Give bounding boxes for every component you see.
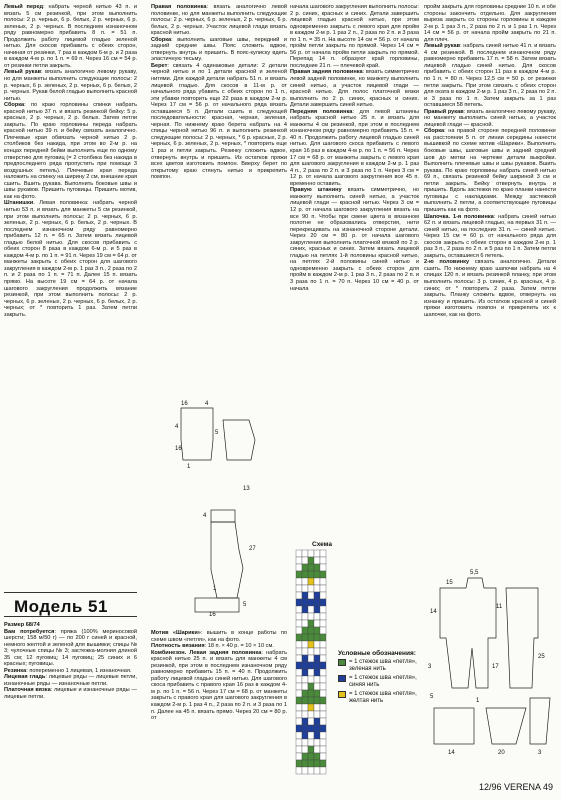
scheme-cell	[302, 627, 308, 634]
paragraph	[424, 128, 556, 213]
scheme-cell	[320, 606, 326, 613]
dim-label: 5	[215, 430, 219, 436]
paragraph-body: связать аналогично. Детали сшить. По нижнему краю шапочки набрать на 4 спицах 120 п. и вязать резинкой планку, при этом выполнить полосы: 3 р. синих, 4 р. красных, 4 р. синих; от * повторить 2 раза. Затем петли закрыть. Планку сложить вдвое, отвернуть на изнанку и пришить. Из остатков красной и синей пряжи изготовить помпон и прикрепить их к шапочке, как на фото.	[424, 259, 556, 318]
scheme-cell	[308, 760, 314, 767]
dim-label: 16	[209, 612, 216, 618]
scheme-cell	[314, 648, 320, 655]
scheme-cell	[296, 655, 302, 662]
scheme-cell	[320, 648, 326, 655]
scheme-cell	[296, 648, 302, 655]
scheme-cell	[320, 767, 326, 774]
paragraph-body: : 18 п. × 40 р. = 10 × 10 см.	[204, 643, 274, 650]
paragraph-body: : вязать аналогично левой половинке, но для манжеты выполнить следующие полосы: 2 р. черных, 6 р. зеленых, 2 р. черных, 6 р. белых, 2 р. черных. Участок лицевой глади вязать красной нитью.	[151, 4, 287, 37]
page-footer: 12/96 VERENA 49	[478, 782, 553, 792]
scheme-cell	[296, 683, 302, 690]
paragraph-heading: Вам потребуется	[4, 628, 55, 635]
paragraph-heading: Передняя половинка	[290, 108, 353, 115]
model-51-text	[4, 622, 137, 790]
paragraph-body: : лицевые и изнаночные ряды — лицевые петли.	[4, 687, 137, 701]
scheme-cell	[296, 669, 302, 676]
scheme-cell	[296, 641, 302, 648]
paragraph-body: : вышить в конце работы по схеме швом «петля», как на фото.	[151, 630, 287, 643]
scheme-cell	[296, 690, 302, 697]
scheme-cell	[296, 627, 302, 634]
paragraph-body: . Левая половинка: набрать черной нитью 53 п. и вязать для манжеты 5 см резинкой, при этом выполнить полосы: 2 р. черных, 6 р. зеленых, 2 р. черных, 6 р. белых, 2 р. черных. В последнем изнаночном ряду равномерно прибавить 12 п. = 65 п. Затем вязать лицевой гладью белой нитью. Для скосов прибавить с обеих сторон 8 раза в каждом 6-м р. и 5 раз в каждом 4-м р. по 1 п. = 91 п. Через 19 см = 64 р. от манжеты закрыть с обеих сторон для шагового закругления в каждом 2-м р. 1 раз 3 п., 2 раза по 2 п. и 2 раза по 1 п. = 71 п. Далее 15 п. вязать прямо. На высоте 19 см = 64 р. от начала шагового закругления продолжить вязание резинкой, при этом выполнить полосы: 2 р. черных, 6 р. зеленых, 2 р. черных, 6 р. белых, 2 р. черных; от * повторить 1 раз. Затем петли закрыть.	[4, 200, 137, 318]
dim-label: 16	[175, 446, 182, 452]
paragraph-body: : выполнить шаговые швы, передний и задний средние швы. Пояс сложить вдвое, отвернуть внутрь и пришить. В пояс-кулиску вдеть эластичную тесьму.	[151, 36, 287, 63]
pattern-diagram-top	[151, 400, 287, 620]
scheme-cell	[296, 725, 302, 732]
scheme-cell	[320, 711, 326, 718]
scheme-cell	[308, 718, 314, 725]
paragraph-body: : вязать аналогично левому рукаву, но для манжеты выполнить следующие полосы: 2 р. черных, 6 р. зеленых, 2 р. черных, 6 р. белых, 2 р. черных. Рукав белой гладью выполнить красной нитью.	[4, 69, 137, 102]
paragraph-body: вязать симметрично, но манжету выполнить синей нитью, а участок лицевой глади — красной нитью. Через 3 см = 12 р. от начала шагового закругления вязать на все 90 п. Чтобы при смене цвета в вязанном полотне не образовались отверстия, нити перекрещивать на изнаночной стороне детали. Через 20 см = 80 р. от начала шагового закругления выполнить платочной вязкой по 2 р. синих, красных и синих. Затем вязать лицевой гладью на петлях 1-й половины красной нитью, на петлях 2-й половины синей нитью и одновременно закрыть с обеих сторон для пройм в каждом 2-м р. 1 раз 3 п., 2 раза по 2 п. и 3 раза по 1 п. = 70 п. Через 10 см = 40 р. от начала	[290, 187, 419, 292]
scheme-cell	[302, 564, 308, 571]
paragraph	[4, 200, 137, 318]
text-column-2-bottom	[151, 630, 287, 790]
scheme-cell	[308, 690, 314, 697]
dim-label: 25	[538, 654, 545, 660]
scheme-cell	[320, 704, 326, 711]
scheme-cell	[314, 620, 320, 627]
scheme-cell	[308, 746, 314, 753]
embroidery-scheme-grid	[296, 550, 330, 780]
paragraph	[4, 69, 137, 102]
scheme-cell	[320, 690, 326, 697]
scheme-cell	[320, 564, 326, 571]
scheme-cell	[314, 739, 320, 746]
dim-label: 4	[203, 513, 207, 519]
scheme-cell	[302, 760, 308, 767]
scheme-cell	[308, 676, 314, 683]
text-column-2	[151, 4, 287, 398]
dim-label: 4	[175, 424, 179, 430]
scheme-cell	[296, 557, 302, 564]
scheme-cell	[320, 599, 326, 606]
scheme-cell	[314, 767, 320, 774]
scheme-cell	[320, 683, 326, 690]
scheme-cell	[296, 746, 302, 753]
scheme-cell	[314, 585, 320, 592]
paragraph	[151, 630, 287, 643]
scheme-cell	[308, 725, 314, 732]
scheme-cell	[296, 760, 302, 767]
paragraph-heading: Сборка	[151, 36, 172, 43]
paragraph-heading: Платочная вязка	[4, 687, 51, 694]
dim-label: 11	[496, 604, 503, 610]
legend-row-yellow	[338, 691, 428, 705]
dim-label: 13	[243, 486, 250, 492]
scheme-cell	[314, 746, 320, 753]
scheme-cell	[296, 718, 302, 725]
scheme-cell	[302, 753, 308, 760]
scheme-cell	[308, 655, 314, 662]
dim-label: 20	[498, 750, 505, 756]
scheme-cell	[314, 599, 320, 606]
paragraph-body: пройм закрыть для горловины средние 10 п. и обе стороны закончить отдельно. Для закругления выреза закрыть со стороны горловины в каждом 2-м р. 1 раз 3 п., 2 раза по 2 п. и 1 раз 1 п. Через 14 см = 56 р. от начала пройм закрыть по 21 п. для плеч.	[424, 4, 556, 43]
scheme-cell	[314, 578, 320, 585]
scheme-cell	[302, 592, 308, 599]
scheme-cell	[308, 662, 314, 669]
paragraph	[424, 43, 556, 108]
paragraph-body: : пряжа (100% мериносовой шерсти; 158 м/50 г) — по 200 г синей и красной, немного желтой и зеленой для вышивки; спицы № 3; чулочные спицы № 3; застежка-молния длиной 35 см; 12 пуговиц; 14 пуговиц; 25 синих и 6 красных; пуговицы.	[4, 628, 137, 668]
scheme-cell	[296, 739, 302, 746]
scheme-cell	[296, 564, 302, 571]
scheme-cell	[320, 620, 326, 627]
scheme-cell	[302, 613, 308, 620]
text-column-1	[4, 4, 137, 584]
paragraph-body: : набрать синей нитью 62 п. и вязать лицевой гладью, на первых 31 п. — синей нитью, на последних 31 п. — синей нитью. Через 15 см = 60 р. от начального ряда для скосов закрыть с обеих сторон в каждом 2-м р. 1 раз 3 п., 2 раза по 2 п. и 5 раз по 1 п. Затем петли закрыть, оставшиеся 6 петель.	[424, 213, 556, 259]
paragraph	[290, 187, 419, 292]
scheme-legend	[338, 650, 428, 705]
scheme-cell	[314, 613, 320, 620]
scheme-cell	[308, 634, 314, 641]
scheme-cell	[320, 718, 326, 725]
paragraph	[4, 4, 137, 69]
scheme-cell	[314, 732, 320, 739]
scheme-cell	[308, 599, 314, 606]
scheme-cell	[308, 753, 314, 760]
scheme-cell	[296, 732, 302, 739]
scheme-cell	[302, 725, 308, 732]
paragraph-heading: Мотив «Шарики»	[151, 630, 201, 636]
paragraph-body: : набрать черной нитью 43 п. и вязать 5 см резинкой, при этом выполнить полосы: 2 р. черных, 6 р. белых, 2 р. черных, 6 р. зеленых, 2 р. черных. В последнем изнаночном ряду равномерно прибавить 8 п. = 51 п. Продолжить работу лицевой гладью зеленой нитью. Для скосов прибавить с обеих сторон, начиная от резинки, 7 раз в каждом 6-м р. и 2 раза в каждом 4-м р. по 1 п. = 69 п. Через 16 см = 54 р. от резинки петли закрыть.	[4, 4, 137, 69]
scheme-cell	[314, 704, 320, 711]
legend-row-green	[338, 659, 428, 673]
scheme-cell	[308, 641, 314, 648]
scheme-cell	[296, 585, 302, 592]
scheme-cell	[296, 620, 302, 627]
scheme-cell	[320, 753, 326, 760]
paragraph	[290, 109, 419, 188]
scheme-cell	[320, 585, 326, 592]
paragraph-heading: Лицевая гладь	[4, 674, 46, 681]
paragraph-heading: Сборка	[4, 102, 25, 109]
scheme-cell	[302, 746, 308, 753]
paragraph-heading: Левый перед	[4, 4, 44, 10]
scheme-cell	[302, 599, 308, 606]
scheme-cell	[302, 550, 308, 557]
scheme-cell	[308, 564, 314, 571]
scheme-cell	[302, 585, 308, 592]
paragraph	[290, 4, 419, 69]
scheme-cell	[308, 585, 314, 592]
paragraph-heading: 2-ю половинку	[424, 259, 470, 266]
dim-label: 14	[430, 609, 437, 615]
scheme-cell	[314, 634, 320, 641]
scheme-cell	[308, 711, 314, 718]
scheme-cell	[302, 634, 308, 641]
scheme-cell	[314, 760, 320, 767]
paragraph-body: : вязать симметрично левой задней половинке, но манжету выполнить синей нитью, а участок лицевой глади — красной нитью. Для полос платочной вязки выполнить по 2 р. синих, красных и синих. Детали завершить синей нитью.	[290, 69, 419, 109]
paragraph	[151, 650, 287, 722]
scheme-cell	[308, 704, 314, 711]
scheme-cell	[308, 627, 314, 634]
scheme-cell	[302, 578, 308, 585]
dim-label: 1	[187, 464, 191, 470]
scheme-cell	[308, 648, 314, 655]
scheme-cell	[314, 606, 320, 613]
scheme-cell	[302, 718, 308, 725]
scheme-cell	[320, 634, 326, 641]
scheme-cell	[320, 662, 326, 669]
paragraph-body: : набрать синей нитью 41 п. и вязать 4 см резинкой. В последнем изнаночном ряду равномерно прибавить 17 п. = 58 п. Затем вязать лицевой гладью синей нитью. Для скосов прибавить с обеих сторон 11 раз в каждом 4-м р. по 1 п. = 80 п. Через 12,5 см = 50 р. от резинки петли закрыть. При этом связать с обеих сторон для оката в каждом 2-м р. 1 раз 3 п., 2 раза по 2 п. и 3 раза по 1 п. Затем закрыть за 1 раз оставшиеся 58 петель.	[424, 43, 556, 109]
scheme-cell	[302, 676, 308, 683]
scheme-cell	[296, 711, 302, 718]
scheme-cell	[296, 753, 302, 760]
paragraph-body: : по краю горловины спинки набрать красной нитью 37 п. и вязать резинкой бейку: 5 р. красных, 2 р. черных, 2 р. белых. Затем петли закрыть. По краю горловины переда набрать красной нитью 39 п. и бейку связать аналогично. Плечевые края обвязать черной нитью 2 р. столбиков без накида, при этом во 2-м р. на концах передней бейки выполнить еще по одному отверстию для пуговиц (= 2 столбика без накида в предпоследнего ряда пропустить при помощи 3 воздушных петель). Плечевые края переда наложить на спинку на ширину 2 см, внешние края сшить. Вшить рукава. Выполнить боковые швы и швы рукавов. Пришить пуговицы. Пришить мотив, как на фото.	[4, 102, 137, 200]
dim-label: 3	[428, 664, 432, 670]
scheme-cell	[314, 683, 320, 690]
scheme-cell	[302, 767, 308, 774]
scheme-cell	[314, 697, 320, 704]
pattern-diagram-bottom	[426, 568, 556, 768]
scheme-cell	[296, 550, 302, 557]
paragraph	[4, 102, 137, 200]
paragraph-heading: Берет	[151, 62, 168, 69]
scheme-cell	[314, 711, 320, 718]
scheme-cell	[296, 592, 302, 599]
scheme-cell	[308, 550, 314, 557]
scheme-cell	[308, 683, 314, 690]
scheme-cell	[320, 557, 326, 564]
scheme-cell	[296, 606, 302, 613]
scheme-cell	[302, 683, 308, 690]
scheme-cell	[314, 564, 320, 571]
scheme-cell	[308, 669, 314, 676]
scheme-cell	[302, 606, 308, 613]
legend-text: = 1 стежок шва «петля», синяя нить	[349, 675, 417, 688]
scheme-cell	[302, 620, 308, 627]
scheme-cell	[296, 697, 302, 704]
green-swatch-icon	[338, 659, 346, 666]
paragraph-body: : попеременно 1 лицевая, 1 изнаночная.	[26, 667, 132, 674]
scheme-cell	[320, 746, 326, 753]
scheme-cell	[308, 739, 314, 746]
dim-label: 5	[430, 694, 434, 700]
paragraph	[151, 4, 287, 37]
scheme-cell	[314, 662, 320, 669]
paragraph-heading: Правую штанину	[290, 187, 342, 194]
paragraph-body: : связать 4 одинаковые детали: 2 детали черной нитью и по 1 детали красной и зеленой нитями. Для каждой детали набрать 51 п. и вязать лицевой гладью. Для скосов в 11-м р. от начального ряда убавить с обеих сторон по 1 п., эти убавки повторить еще 22 раза в каждом 2-м р. Через 17 см = 56 р. от начального ряда вязать оставшиеся 5 п. Детали сшить в следующей последовательности: красная, черная, зеленая, черная. По нижнему краю берета набрать на 4 спицы черной нитью 96 п. и выполнить резинкой следующие полосы: 2 р. черных, * 6 р. красных, 2 р. черных, 6 р. зеленых, 2 р. черных, * повторить еще 1 раз и петли закрыть. Резинку сложить вдвое, отвернуть внутрь и пришить. Из остатков пряжи всех цветов изготовить помпон. Вверху берет по открытому краю стянуть нитью и прикрепить помпон.	[151, 62, 287, 181]
scheme-title: Схема	[312, 541, 333, 548]
paragraph	[4, 629, 137, 668]
scheme-cell	[302, 690, 308, 697]
scheme-cell	[314, 669, 320, 676]
paragraph-heading: Правая задняя половинка	[290, 69, 363, 76]
scheme-cell	[302, 557, 308, 564]
scheme-cell	[320, 613, 326, 620]
paragraph	[4, 687, 137, 700]
scheme-cell	[308, 613, 314, 620]
paragraph-heading: Сборка	[424, 128, 445, 135]
scheme-cell	[314, 550, 320, 557]
yellow-swatch-icon	[338, 691, 346, 698]
paragraph-heading: Левый рукав	[4, 69, 42, 76]
legend-text: = 1 стежок шва «петля», зеленая нить	[349, 659, 417, 672]
dim-label: 14	[448, 750, 455, 756]
scheme-cell	[296, 662, 302, 669]
paragraph-body: : набрать красной нитью 25 п. и вязать для манжеты 4 см резинкой, при этом в последнем изнаночном ряду равномерно прибавить 15 п. = 40 п. Продолжить работу лицевой гладью синей нитью. Для шагового скоса прибавить с правого края 16 раз в каждом 4-м р. по 1 п. = 56 п. Через 17 см = 68 р. от манжеты закрыть с правого края для шагового закругления в каждом 2-м р. 1 раз 4 п., 2 раза по 2 п. и 3 раза по 1 п. Далее на 45 п. вязать прямо. Через 20 см = 80 р. от	[151, 649, 287, 722]
scheme-cell	[302, 739, 308, 746]
scheme-cell	[320, 725, 326, 732]
paragraph-heading: Комбинезон. Левая задняя половинка	[151, 649, 262, 656]
scheme-cell	[302, 669, 308, 676]
scheme-cell	[302, 571, 308, 578]
scheme-cell	[314, 641, 320, 648]
dim-label: 1	[476, 698, 480, 704]
scheme-cell	[314, 718, 320, 725]
paragraph-body: : вязать аналогично левому рукаву, но манжету выполнить синей нитью, а участок лицевой глади — красной.	[424, 108, 556, 128]
scheme-cell	[302, 648, 308, 655]
section-rule-top	[4, 592, 137, 593]
paragraph	[4, 674, 137, 687]
dim-label: 17	[492, 664, 499, 670]
paragraph-heading: Размер 68/74	[4, 622, 40, 628]
scheme-cell	[320, 592, 326, 599]
scheme-cell	[302, 655, 308, 662]
scheme-cell	[320, 550, 326, 557]
scheme-cell	[308, 732, 314, 739]
scheme-cell	[320, 739, 326, 746]
paragraph-body: : на правой стороне передней половинке на расстоянии 5 п. от линии середины нанести вышивкой по схеме мотив «Шарики». Выполнить боковые швы, шаговые швы и задний средний шов до метки на чертеже детали выкройки. Выполнить плечевые швы и швы рукавов. Вшить рукава. По краю горловины набрать синей нитью 69 п., связать резинкой бейку шириной 3 см и петли закрыть. Бейку отвернуть внутрь и пришить. Вдоль застежки по краю планки нанести пуговицы с накладками. Между застежкой выполнить 2 петли, а соответствующие пуговицы пришить как на фото.	[424, 128, 556, 213]
model-title: Модель 51	[14, 597, 108, 616]
paragraph	[424, 109, 556, 129]
scheme-cell	[308, 557, 314, 564]
paragraph-heading: Левый рукав	[424, 43, 461, 50]
scheme-cell	[314, 655, 320, 662]
legend-text: = 1 стежок шва «петля», желтая нить	[349, 691, 417, 704]
scheme-cell	[302, 732, 308, 739]
scheme-cell	[320, 760, 326, 767]
paragraph-heading: Плотность вязания	[151, 643, 205, 650]
scheme-cell	[308, 592, 314, 599]
scheme-cell	[302, 711, 308, 718]
scheme-cell	[296, 767, 302, 774]
scheme-cell	[320, 697, 326, 704]
scheme-cell	[296, 599, 302, 606]
scheme-cell	[314, 725, 320, 732]
paragraph-heading: Шапочка. 1-я половинка	[424, 213, 494, 220]
section-rule-bottom	[4, 616, 137, 617]
blue-swatch-icon	[338, 675, 346, 682]
dim-label: 4	[205, 401, 209, 407]
scheme-cell	[308, 606, 314, 613]
text-column-3	[290, 4, 419, 540]
legend-title: Условные обозначения:	[338, 650, 416, 657]
scheme-cell	[320, 732, 326, 739]
scheme-cell	[308, 620, 314, 627]
scheme-cell	[314, 592, 320, 599]
paragraph-heading: Правый рукав	[424, 108, 464, 115]
scheme-cell	[296, 676, 302, 683]
scheme-cell	[296, 704, 302, 711]
paragraph	[424, 4, 556, 43]
paragraph-body: : для левой штанины набрать красной нитью 25 п. и вязать для манжеты 4 см резинкой, при этом в последнем изнаночном ряду равномерно прибавить 15 п. = 40 п. Продолжить работу лицевой гладью синей нитью. Для шагового скоса прибавить с левого края 16 раз в каждом 4-м р. по 1 п. = 56 п. Через 17 см = 68 р. от манжеты закрыть с левого края для шагового закругления в каждом 2-м р. 1 раз 4 п., 2 раза по 2 п. и 3 раза по 1 п. Через 3 см = 12 р. от начала шагового закругления все 45 п. временно оставить.	[290, 108, 419, 187]
text-column-4	[424, 4, 556, 564]
scheme-cell	[314, 627, 320, 634]
scheme-cell	[308, 697, 314, 704]
dim-label: 3	[538, 750, 542, 756]
scheme-cell	[314, 753, 320, 760]
paragraph-body: : лицевые ряды — лицевые петли, изнаночные ряды — изнаночные петли.	[4, 674, 137, 687]
scheme-cell	[308, 767, 314, 774]
scheme-cell	[320, 655, 326, 662]
scheme-cell	[302, 641, 308, 648]
scheme-cell	[296, 571, 302, 578]
scheme-cell	[296, 613, 302, 620]
scheme-cell	[296, 634, 302, 641]
dim-label: 5	[243, 602, 247, 608]
scheme-cell	[320, 578, 326, 585]
dim-label: 1	[213, 586, 217, 592]
scheme-cell	[302, 662, 308, 669]
scheme-cell	[308, 578, 314, 585]
paragraph-heading: Резинка	[4, 667, 27, 674]
scheme-cell	[320, 571, 326, 578]
paragraph	[424, 259, 556, 318]
paragraph	[151, 63, 287, 181]
scheme-cell	[320, 676, 326, 683]
paragraph	[290, 69, 419, 108]
dim-label: 27	[249, 546, 256, 552]
dim-label: 16	[181, 401, 188, 407]
paragraph-heading: Правая половинка	[151, 4, 207, 10]
scheme-cell	[314, 690, 320, 697]
scheme-cell	[314, 557, 320, 564]
paragraph	[424, 214, 556, 260]
scheme-cell	[302, 697, 308, 704]
paragraph-heading: Штанишки	[4, 200, 34, 207]
scheme-cell	[320, 641, 326, 648]
scheme-cell	[314, 676, 320, 683]
dim-label: 15	[446, 580, 453, 586]
dim-label: 5,5	[470, 570, 479, 576]
scheme-cell	[320, 669, 326, 676]
legend-row-blue	[338, 675, 428, 689]
paragraph-body: начала шагового закругления выполнить полосы: 2 р. синих, красных и синих. Детали завершить лицевой гладью красной нитью, при этом одновременно закрыть с левого края для пройм в каждом 2-м р. 1 раз 2 п., 2 раза по 2 п. и 3 раза по 1 п. = 35 п. На высоте 14 см = 56 р. от начала пройм петли закрыть по прямой. Через 14 см = 56 р. от начала пройм петли закрыть по прямой. Перепад 14 п. образуют край горловины, последние 21 п. — плечевой край.	[290, 4, 419, 69]
scheme-cell	[308, 571, 314, 578]
paragraph	[151, 37, 287, 63]
scheme-cell	[320, 627, 326, 634]
scheme-cell	[314, 571, 320, 578]
scheme-cell	[302, 704, 308, 711]
scheme-cell	[296, 578, 302, 585]
